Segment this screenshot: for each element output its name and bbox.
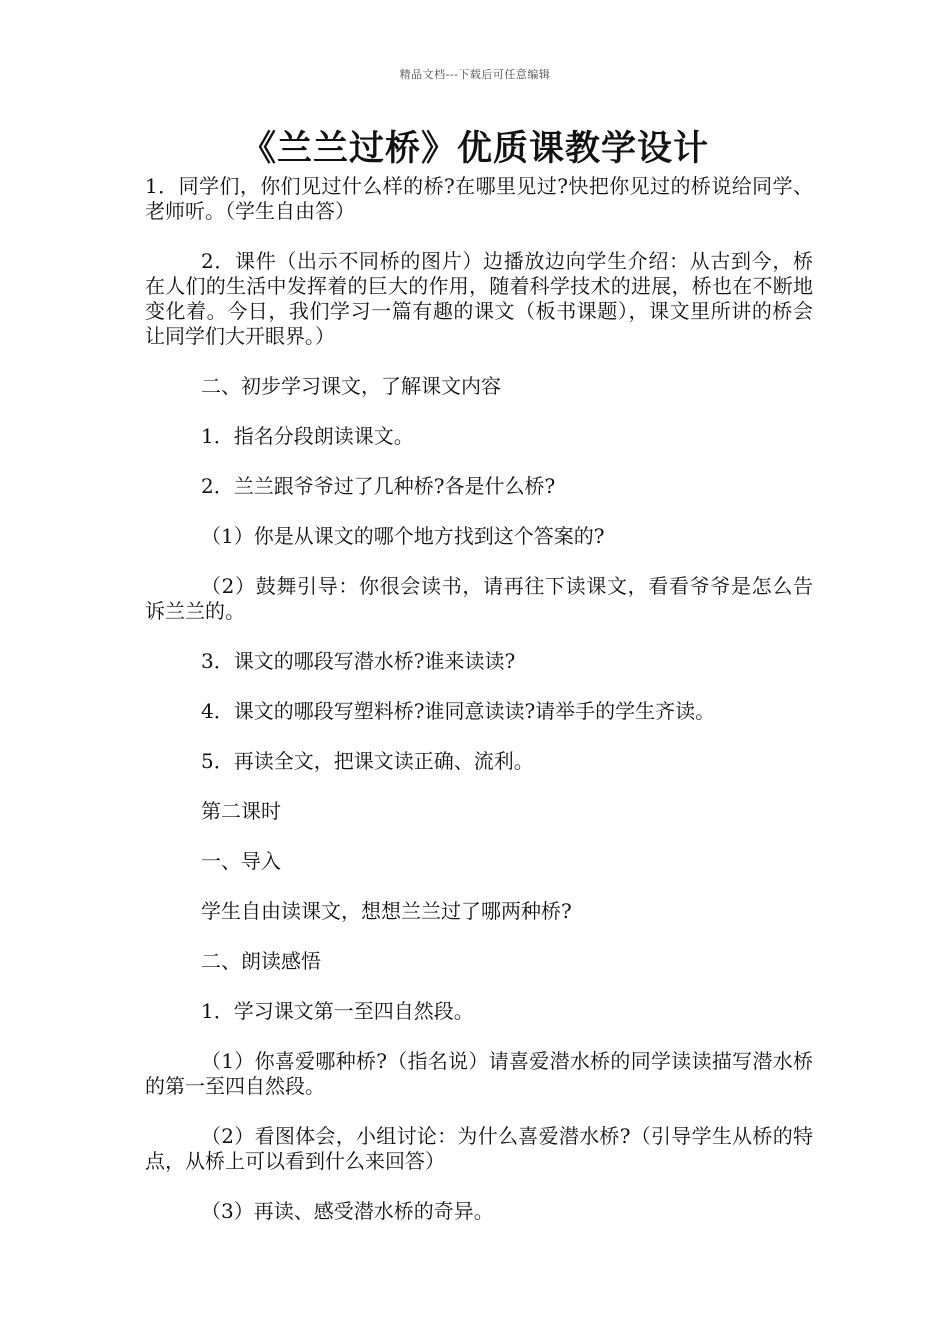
section-heading: 第二课时 [201,799,281,823]
paragraph: 2．兰兰跟爷爷过了几种桥?各是什么桥? [201,474,556,498]
paragraph: 4．课文的哪段写塑料桥?谁同意读读?请举手的学生齐读。 [201,699,716,723]
section-heading: 一、导入 [201,849,281,873]
paragraph: 学生自由读课文，想想兰兰过了哪两种桥? [201,899,572,923]
paragraph: （2）看图体会，小组讨论：为什么喜爱潜水桥?（引导学生从桥的特点，从桥上可以看到什么来回答） [145,1124,813,1173]
section-heading: 二、朗读感悟 [201,949,321,973]
paragraph: （1）你喜爱哪种桥?（指名说）请喜爱潜水桥的同学读读描写潜水桥的第一至四自然段。 [145,1049,813,1098]
document-body [145,174,813,1249]
paragraph: （2）鼓舞引导：你很会读书，请再往下读课文，看看爷爷是怎么告诉兰兰的。 [145,574,813,623]
paragraph: 1．学习课文第一至四自然段。 [201,999,474,1023]
paragraph: 5．再读全文，把课文读正确、流利。 [201,749,534,773]
header-note: 精品文档---下载后可任意编辑 [399,68,551,81]
paragraph: 2．课件（出示不同桥的图片）边播放边向学生介绍：从古到今，桥在人们的生活中发挥着的巨大的作用，随着科学技术的进展，桥也在不断地变化着。今日，我们学习一篇有趣的课文（板书课题），课文里所讲的桥会让同学们大开眼界。） [145,249,813,348]
paragraph: 1．同学们，你们见过什么样的桥?在哪里见过?快把你见过的桥说给同学、老师听。（学生自由答） [145,174,813,223]
paragraph: （1）你是从课文的哪个地方找到这个答案的? [201,524,605,548]
paragraph: 二、初步学习课文，了解课文内容 [201,374,501,398]
paragraph: 1．指名分段朗读课文。 [201,424,414,448]
document-title: 《兰兰过桥》优质课教学设计 [240,128,709,169]
paragraph: 3．课文的哪段写潜水桥?谁来读读? [201,649,516,673]
paragraph: （3）再读、感受潜水桥的奇异。 [201,1199,494,1223]
